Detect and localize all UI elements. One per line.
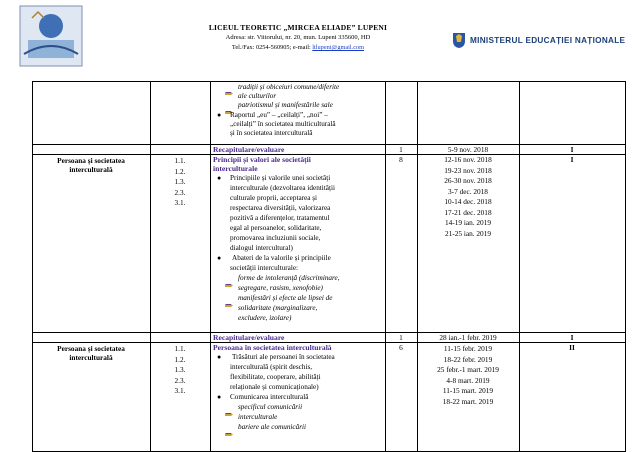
content-line: „ceilalți” în societatea multiculturală xyxy=(230,120,336,128)
content-line: excludere, izolare) xyxy=(238,314,292,322)
recap-weeks: 28 ian.-1 febr. 2019 xyxy=(439,333,497,342)
content-line: Abateri de la valorile și principiile xyxy=(232,254,331,262)
module-name: Persoana și societatea xyxy=(57,344,125,353)
school-info xyxy=(168,23,428,53)
content-line: interculturale (dezvoltarea identității xyxy=(230,184,335,192)
content-line: solidaritate (marginalizare, xyxy=(238,304,318,312)
content-line: tradiții și obiceiuri comune/diferite xyxy=(238,83,340,91)
unit-title-2: interculturale xyxy=(213,164,258,173)
document-header xyxy=(0,0,638,72)
unit-hours: 8 xyxy=(399,155,403,164)
competency: 1.2. xyxy=(174,354,186,364)
competency: 3.1. xyxy=(174,386,186,395)
recap-hours: 1 xyxy=(399,145,403,154)
week: 17-21 dec. 2018 xyxy=(444,207,492,217)
content-line: culturale proprii, acceptarea și xyxy=(230,194,318,202)
week: 18-22 febr. 2019 xyxy=(443,354,493,364)
content-line: interculturale xyxy=(238,413,278,421)
content-line: ale culturilor xyxy=(238,92,277,100)
competency: 1.1. xyxy=(174,344,186,353)
content-line: specificul comunicării xyxy=(238,403,303,411)
unit-semester: I xyxy=(570,155,574,164)
recap-weeks: 5-9 nov. 2018 xyxy=(447,145,489,154)
pointing-hand-icon xyxy=(225,84,234,102)
pointing-hand-icon xyxy=(225,425,234,443)
competencies-list xyxy=(150,156,210,209)
content-line: patriotismul și manifestările sale xyxy=(238,101,333,109)
competency: 2.3. xyxy=(174,375,186,385)
week: 14-19 ian. 2019 xyxy=(444,218,491,227)
content-line: dialogul intercultural) xyxy=(230,244,293,252)
content-line: interculturală (spirit deschis, xyxy=(230,363,313,371)
content-line: bariere ale comunicării xyxy=(238,423,307,431)
week: 11-15 febr. 2019 xyxy=(443,344,493,353)
week: 18-22 mart. 2019 xyxy=(442,396,494,406)
week: 11-15 mart. 2019 xyxy=(442,386,494,395)
content-line: flexibilitate, cooperare, abilități xyxy=(230,373,321,381)
content-line: Raportul „eu” – „ceilalți”, „noi” – xyxy=(230,111,328,119)
weeks-list xyxy=(417,155,519,239)
recap-label: Recapitulare/evaluare xyxy=(213,145,285,154)
content-line: Comunicarea interculturală xyxy=(230,393,309,401)
module-name-2: interculturală xyxy=(69,353,113,362)
unit-title: Persoana în societatea interculturală xyxy=(213,343,332,352)
week: 25 febr.-1 mart. 2019 xyxy=(437,365,499,374)
week: 12-16 nov. 2018 xyxy=(444,155,492,164)
recap-semester: I xyxy=(570,333,574,342)
recap-semester: I xyxy=(570,145,574,154)
recap-hours: 1 xyxy=(399,333,403,342)
unit-title: Principii și valori ale societății xyxy=(213,155,311,164)
bullet-icon: ● xyxy=(217,393,222,401)
competency: 3.1. xyxy=(174,198,186,207)
coat-of-arms-icon xyxy=(452,31,466,49)
content-line: egal al persoanelor, solidaritate, xyxy=(230,224,322,232)
content-line: societății interculturale: xyxy=(230,264,299,272)
pointing-hand-icon xyxy=(225,405,234,423)
content-line: respectarea diversității, valorizarea xyxy=(230,204,331,212)
week: 4-8 mart. 2019 xyxy=(446,375,490,385)
pointing-hand-icon xyxy=(225,276,234,294)
week: 19-23 nov. 2018 xyxy=(444,165,492,175)
recap-label: Recapitulare/evaluare xyxy=(213,333,285,342)
ministry-name: MINISTERUL EDUCAȚIEI NAȚIONALE xyxy=(470,35,626,45)
unit-semester: II xyxy=(569,343,575,352)
competency: 2.3. xyxy=(174,187,186,197)
week: 3-7 dec. 2018 xyxy=(448,186,488,196)
contact-text: Tel./Fax: 0254-560905; e-mail: xyxy=(231,44,313,51)
unit-hours: 6 xyxy=(399,343,403,352)
competency: 1.3. xyxy=(174,177,186,186)
week: 21-25 ian. 2019 xyxy=(444,228,491,238)
school-address: Adresa: str. Viitorului, nr. 20, mun. Lupeni 335600, HD xyxy=(225,34,371,41)
competencies-list xyxy=(150,344,210,397)
week: 10-14 dec. 2018 xyxy=(444,197,492,206)
content-line: manifestări și efecte ale lipsei de xyxy=(238,294,333,302)
content-line: Principiile și valorile unei societăți xyxy=(230,174,331,182)
content-line: pozitivă a diferențelor, tratamentul xyxy=(230,214,330,222)
content-line: segregare, rasism, xenofobie) xyxy=(238,284,323,292)
content-line: forme de intoleranță (discriminare, xyxy=(238,274,340,282)
content-line: Trăsături ale persoanei în societatea xyxy=(232,353,335,361)
content-line: relaționale și comunicaționale) xyxy=(230,383,319,391)
content-line: și în societatea interculturală xyxy=(230,129,313,137)
content-line: promovarea incluziunii sociale, xyxy=(230,234,321,242)
module-name-2: interculturală xyxy=(69,165,113,174)
bullet-icon: ● xyxy=(217,111,222,119)
weeks-list xyxy=(417,344,519,407)
school-name: LICEUL TEORETIC „MIRCEA ELIADE” LUPENI xyxy=(208,23,388,32)
competency: 1.1. xyxy=(174,156,186,165)
competency: 1.3. xyxy=(174,365,186,374)
school-contact xyxy=(168,43,428,53)
ministry-logo xyxy=(452,30,632,50)
pointing-hand-icon xyxy=(225,296,234,314)
school-logo xyxy=(18,4,84,68)
bullet-icon: ● xyxy=(217,174,222,182)
bullet-icon: ● xyxy=(217,353,222,361)
week: 26-30 nov. 2018 xyxy=(444,176,492,185)
module-name: Persoana și societatea xyxy=(57,156,125,165)
competency: 1.2. xyxy=(174,166,186,176)
email-link[interactable]: ltlupeni@gmail.com xyxy=(312,44,365,51)
bullet-icon: ● xyxy=(217,254,222,262)
